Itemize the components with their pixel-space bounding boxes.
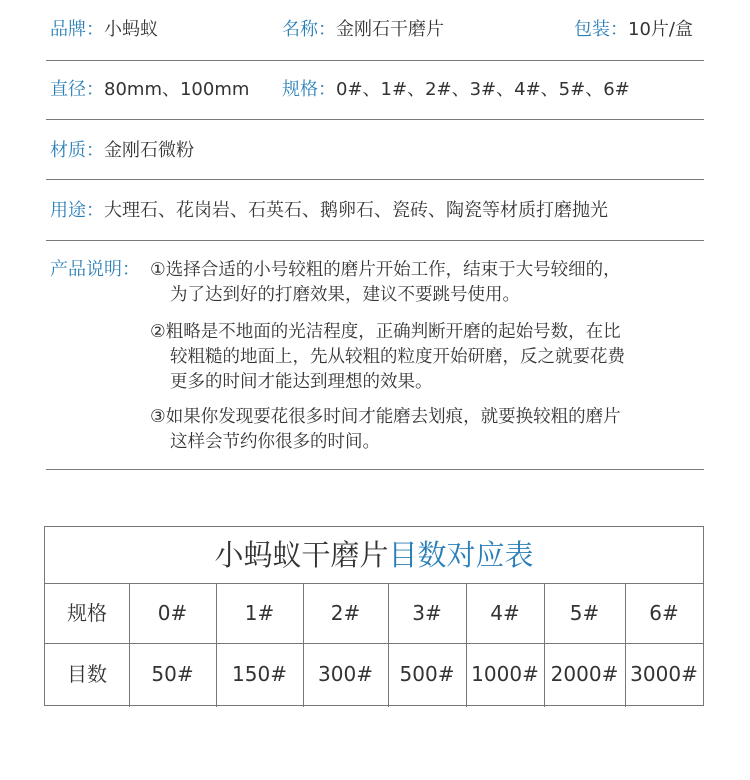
- mesh-cell: 500#: [399, 662, 455, 686]
- spec-row: [282, 78, 630, 102]
- usage-value: 大理石、花岗岩、石英石、鹅卵石、瓷砖、陶瓷等材质打磨抛光: [104, 200, 608, 221]
- brand-row: [50, 18, 158, 42]
- row-header-spec: 规格: [67, 601, 107, 625]
- usage-label: 用途：: [50, 200, 104, 221]
- material-row: [50, 139, 194, 163]
- mesh-cell: 300#: [318, 662, 373, 686]
- pack-label: 包装：: [574, 19, 628, 40]
- spec-cell: 3#: [412, 601, 442, 625]
- desc-item-3: [150, 405, 710, 455]
- desc-line: 更多的时间才能达到理想的效果。: [170, 372, 433, 392]
- mesh-cell: 2000#: [550, 662, 619, 686]
- desc-item-1: [150, 258, 710, 308]
- diameter-label: 直径：: [50, 79, 104, 100]
- mesh-cell: 1000#: [471, 662, 539, 686]
- desc-line: 这样会节约你很多的时间。: [170, 432, 380, 452]
- spec-label: 规格：: [282, 79, 336, 100]
- mesh-table: [44, 526, 704, 706]
- desc-line: ①选择合适的小号较粗的磨片开始工作，结束于大号较细的，: [150, 260, 621, 280]
- spec-cell: 4#: [490, 601, 520, 625]
- table-title-accent: 目数对应表: [388, 538, 534, 572]
- mesh-cell: 3000#: [630, 662, 698, 686]
- spec-cell: 2#: [330, 601, 361, 625]
- name-row: [282, 18, 444, 42]
- spec-cell: 6#: [649, 601, 679, 625]
- usage-row: [50, 199, 608, 223]
- table-title: [45, 527, 703, 583]
- pack-row: [574, 18, 693, 42]
- divider: [46, 469, 704, 470]
- material-value: 金刚石微粉: [104, 140, 194, 161]
- desc-line: ③如果你发现要花很多时间才能磨去划痕，就要换较粗的磨片: [150, 407, 621, 427]
- material-label: 材质：: [50, 140, 104, 161]
- name-label: 名称：: [282, 19, 336, 40]
- divider: [46, 240, 704, 241]
- divider: [46, 119, 704, 120]
- desc-line: ②粗略是不地面的光洁程度，正确判断开磨的起始号数，在比: [150, 322, 621, 342]
- spec-cell: 1#: [244, 601, 275, 625]
- desc-label: 产品说明：: [50, 259, 140, 280]
- spec-cell: 5#: [569, 601, 600, 625]
- desc-label-row: [50, 258, 140, 282]
- divider: [46, 179, 704, 180]
- mesh-cell: 50#: [151, 662, 194, 686]
- pack-value: 10片/盒: [628, 19, 693, 40]
- divider: [46, 60, 704, 61]
- diameter-row: [50, 78, 249, 102]
- brand-label: 品牌：: [50, 19, 104, 40]
- name-value: 金刚石干磨片: [336, 19, 444, 40]
- diameter-value: 80mm、100mm: [104, 79, 250, 100]
- row-header-mesh: 目数: [67, 662, 107, 686]
- table-title-main: 小蚂蚁干磨片: [214, 538, 389, 572]
- spec-value: 0#、1#、2#、3#、4#、5#、6#: [336, 79, 630, 100]
- spec-cell: 0#: [157, 601, 188, 625]
- desc-line: 较粗糙的地面上，先从较粗的粒度开始研磨，反之就要花费: [170, 347, 625, 367]
- mesh-cell: 150#: [232, 662, 287, 686]
- desc-line: 为了达到好的打磨效果，建议不要跳号使用。: [170, 285, 520, 305]
- brand-value: 小蚂蚁: [104, 19, 158, 40]
- desc-item-2: [150, 320, 710, 395]
